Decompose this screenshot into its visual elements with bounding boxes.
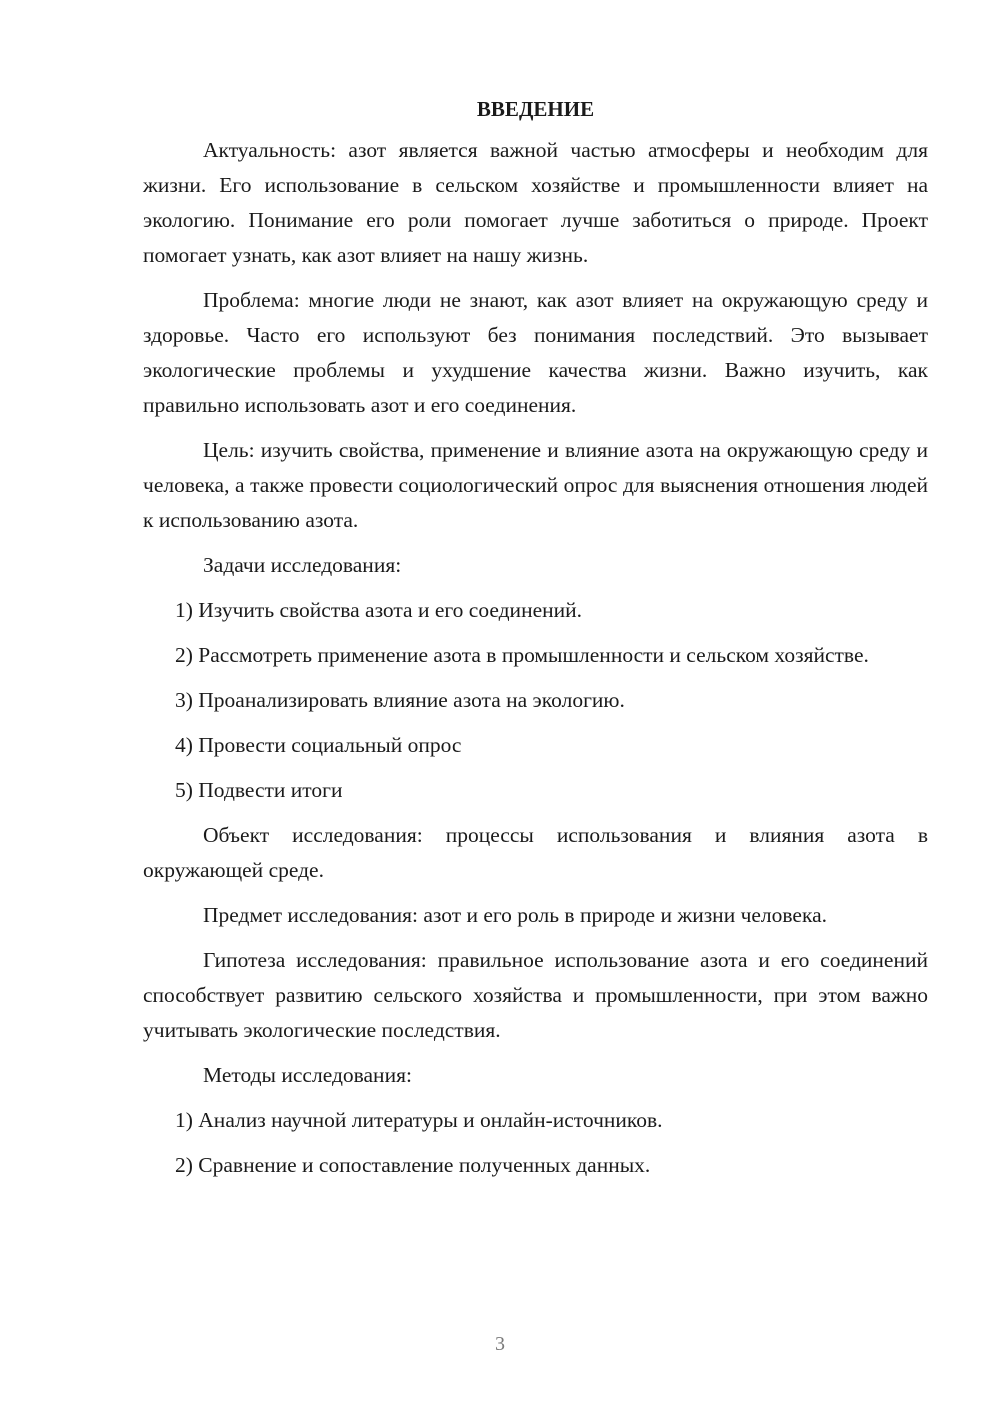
paragraph-subject: Предмет исследования: азот и его роль в природе и жизни человека. <box>203 903 828 927</box>
task-item: 2) Рассмотреть применение азота в промышленности и сельском хозяйстве. <box>175 643 869 667</box>
paragraph-problem: Проблема: многие люди не знают, как азот влияет на окружающую среду и здоровье. Часто его используют без понимания последствий. Это вызывает экологические проблемы и ухудшение качества жизни. Важно изучить, как правильно использовать азот и его соединения. <box>143 288 928 417</box>
section-heading: ВВЕДЕНИЕ <box>476 97 595 121</box>
method-item: 1) Анализ научной литературы и онлайн-источников. <box>175 1108 663 1132</box>
page-content <box>143 92 928 1193</box>
paragraph-relevance: Актуальность: азот является важной частью атмосферы и необходим для жизни. Его использование в сельском хозяйстве и промышленности влияет на экологию. Понимание его роли помогает лучше заботиться о природе. Проект помогает узнать, как азот влияет на нашу жизнь. <box>143 138 928 267</box>
method-item: 2) Сравнение и сопоставление полученных данных. <box>175 1153 651 1177</box>
task-item: 5) Подвести итоги <box>175 778 343 802</box>
methods-heading: Методы исследования: <box>203 1063 412 1087</box>
paragraph-goal: Цель: изучить свойства, применение и влияние азота на окружающую среду и человека, а также провести социологический опрос для выяснения отношения людей к использованию азота. <box>143 438 928 532</box>
tasks-heading: Задачи исследования: <box>203 553 402 577</box>
paragraph-hypothesis: Гипотеза исследования: правильное использование азота и его соединений способствует развитию сельского хозяйства и промышленности, при этом важно учитывать экологические последствия. <box>143 948 928 1042</box>
task-item: 4) Провести социальный опрос <box>175 733 462 757</box>
paragraph-object: Объект исследования: процессы использования и влияния азота в окружающей среде. <box>143 823 928 882</box>
task-item: 3) Проанализировать влияние азота на экологию. <box>175 688 625 712</box>
task-item: 1) Изучить свойства азота и его соединений. <box>175 598 583 622</box>
page-number: 3 <box>495 1333 505 1355</box>
